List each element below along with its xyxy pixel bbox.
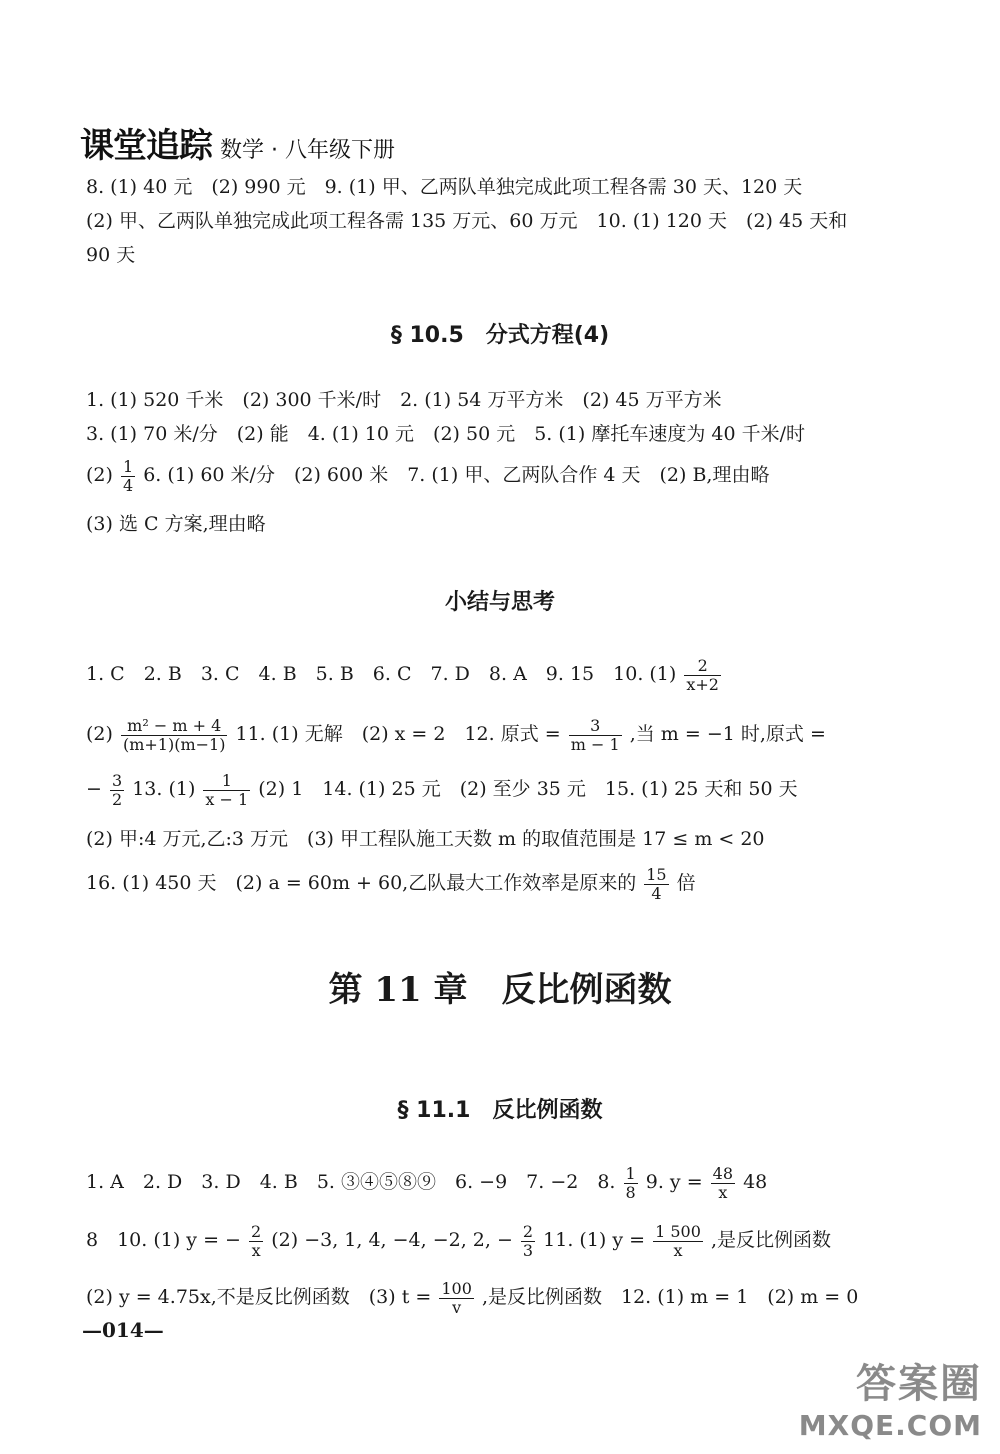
series-logo: 课堂追踪 bbox=[80, 126, 212, 166]
answer-line bbox=[86, 657, 723, 693]
answer-text: 8 10. (1) y = − bbox=[86, 1229, 241, 1252]
fraction-denominator: x bbox=[718, 1182, 728, 1202]
site-watermark bbox=[799, 1352, 982, 1442]
answer-line: (2) 甲:4 万元,乙:3 万元 (3) 甲工程队施工天数 m 的取值范围是 17 ≤ m < 20 bbox=[86, 828, 765, 850]
fraction-denominator: x+2 bbox=[686, 674, 719, 694]
answer-text: 13. (1) bbox=[132, 778, 196, 801]
answer-text: ,是反比例函数 bbox=[710, 1229, 832, 1252]
fraction-denominator: m − 1 bbox=[570, 734, 620, 754]
fraction-numerator: 1 bbox=[203, 772, 250, 791]
answer-line bbox=[86, 717, 826, 753]
answer-line: 90 天 bbox=[86, 244, 136, 266]
fraction-numerator: 100 bbox=[441, 1279, 472, 1298]
fraction-numerator: 3 bbox=[569, 717, 622, 736]
fraction bbox=[121, 717, 227, 753]
section-title-10-5: § 10.5 分式方程(4) bbox=[390, 323, 610, 348]
fraction bbox=[203, 772, 250, 808]
fraction-numerator: 3 bbox=[111, 771, 123, 790]
answer-text: 1. A 2. D 3. D 4. B 5. ③④⑤⑧⑨ 6. −9 7. −2 8. bbox=[86, 1171, 616, 1194]
chapter-title: 第 11 章 反比例函数 bbox=[328, 970, 672, 1010]
fraction bbox=[521, 1223, 535, 1259]
answer-line: (3) 选 C 方案,理由略 bbox=[86, 513, 266, 535]
answer-line bbox=[86, 1223, 831, 1259]
answer-text: 11. (1) 无解 (2) x = 2 12. 原式 = bbox=[235, 723, 561, 746]
fraction bbox=[249, 1223, 263, 1259]
watermark-domain: MXQE.COM bbox=[798, 1409, 982, 1442]
fraction-numerator: 1 bbox=[625, 1164, 636, 1183]
answer-text: (2) bbox=[86, 464, 113, 487]
fraction-denominator: x bbox=[673, 1240, 683, 1260]
summary-title: 小结与思考 bbox=[444, 590, 555, 615]
fraction bbox=[684, 657, 721, 693]
answer-line bbox=[86, 1165, 767, 1201]
subject-grade: 数学 · 八年级下册 bbox=[220, 138, 395, 163]
section-title-11-1: § 11.1 反比例函数 bbox=[397, 1098, 603, 1123]
answer-text: ,当 m = −1 时,原式 = bbox=[629, 723, 826, 746]
answer-line bbox=[86, 772, 798, 808]
answer-line: 3. (1) 70 米/分 (2) 能 4. (1) 10 元 (2) 50 元 5. (1) 摩托车速度为 40 千米/时 bbox=[86, 423, 805, 445]
answer-text: 11. (1) y = bbox=[543, 1229, 646, 1252]
fraction-numerator: 15 bbox=[646, 865, 667, 884]
fraction-numerator: 1 500 bbox=[655, 1222, 701, 1241]
fraction bbox=[624, 1165, 638, 1201]
answer-text: 6. (1) 60 米/分 (2) 600 米 7. (1) 甲、乙两队合作 4 天 (2) B,理由略 bbox=[143, 464, 770, 487]
fraction bbox=[711, 1165, 735, 1201]
answer-text: (2) 1 14. (1) 25 元 (2) 至少 35 元 15. (1) 25 天和 50 天 bbox=[258, 778, 798, 801]
fraction-numerator: m² − m + 4 bbox=[121, 717, 227, 736]
fraction-denominator: v bbox=[452, 1297, 462, 1317]
fraction-numerator: 2 bbox=[522, 1222, 534, 1241]
answer-text: (2) y = 4.75x,不是反比例函数 (3) t = bbox=[86, 1286, 432, 1309]
fraction-denominator: (m+1)(m−1) bbox=[122, 734, 226, 754]
fraction-numerator: 1 bbox=[122, 457, 134, 476]
fraction bbox=[439, 1280, 474, 1316]
fraction-denominator: 3 bbox=[522, 1240, 534, 1260]
fraction-denominator: 4 bbox=[651, 883, 662, 903]
answer-line: 8. (1) 40 元 (2) 990 元 9. (1) 甲、乙两队单独完成此项工程各需 30 天、120 天 bbox=[86, 176, 803, 198]
answer-line: (2) 甲、乙两队单独完成此项工程各需 135 万元、60 万元 10. (1) 120 天 (2) 45 天和 bbox=[86, 210, 848, 232]
watermark-logo: 答案圈 bbox=[856, 1361, 982, 1407]
fraction bbox=[644, 866, 668, 902]
fraction-numerator: 48 bbox=[712, 1164, 734, 1183]
fraction-denominator: x − 1 bbox=[205, 789, 249, 809]
fraction-numerator: 2 bbox=[251, 1222, 262, 1241]
answer-line: 1. (1) 520 千米 (2) 300 千米/时 2. (1) 54 万平方米 (2) 45 万平方米 bbox=[86, 389, 722, 411]
answer-text: (2) bbox=[86, 723, 113, 746]
answer-line bbox=[86, 458, 769, 494]
page-number: —014— bbox=[82, 1318, 164, 1342]
fraction bbox=[121, 458, 135, 494]
fraction-numerator: 2 bbox=[684, 657, 721, 676]
fraction-denominator: x bbox=[251, 1240, 261, 1260]
fraction-denominator: 2 bbox=[111, 789, 123, 809]
fraction-denominator: 4 bbox=[122, 475, 134, 495]
fraction bbox=[653, 1223, 703, 1259]
book-header bbox=[80, 118, 395, 167]
answer-text: 48 bbox=[743, 1171, 768, 1194]
answer-text: 倍 bbox=[676, 872, 696, 895]
fraction-denominator: 8 bbox=[625, 1182, 636, 1202]
answer-text: 1. C 2. B 3. C 4. B 5. B 6. C 7. D 8. A 9. 15 10. (1) bbox=[86, 663, 677, 686]
answer-text: (2) −3, 1, 4, −4, −2, 2, − bbox=[271, 1229, 513, 1252]
answer-text: 9. y = bbox=[645, 1171, 703, 1194]
answer-line bbox=[86, 866, 696, 902]
answer-text: − bbox=[86, 778, 102, 801]
fraction bbox=[569, 717, 622, 753]
answer-text: 16. (1) 450 天 (2) a = 60m + 60,乙队最大工作效率是原来的 bbox=[86, 872, 637, 895]
answer-text: ,是反比例函数 12. (1) m = 1 (2) m = 0 bbox=[481, 1286, 859, 1309]
fraction bbox=[110, 772, 124, 808]
answer-line bbox=[86, 1280, 858, 1316]
